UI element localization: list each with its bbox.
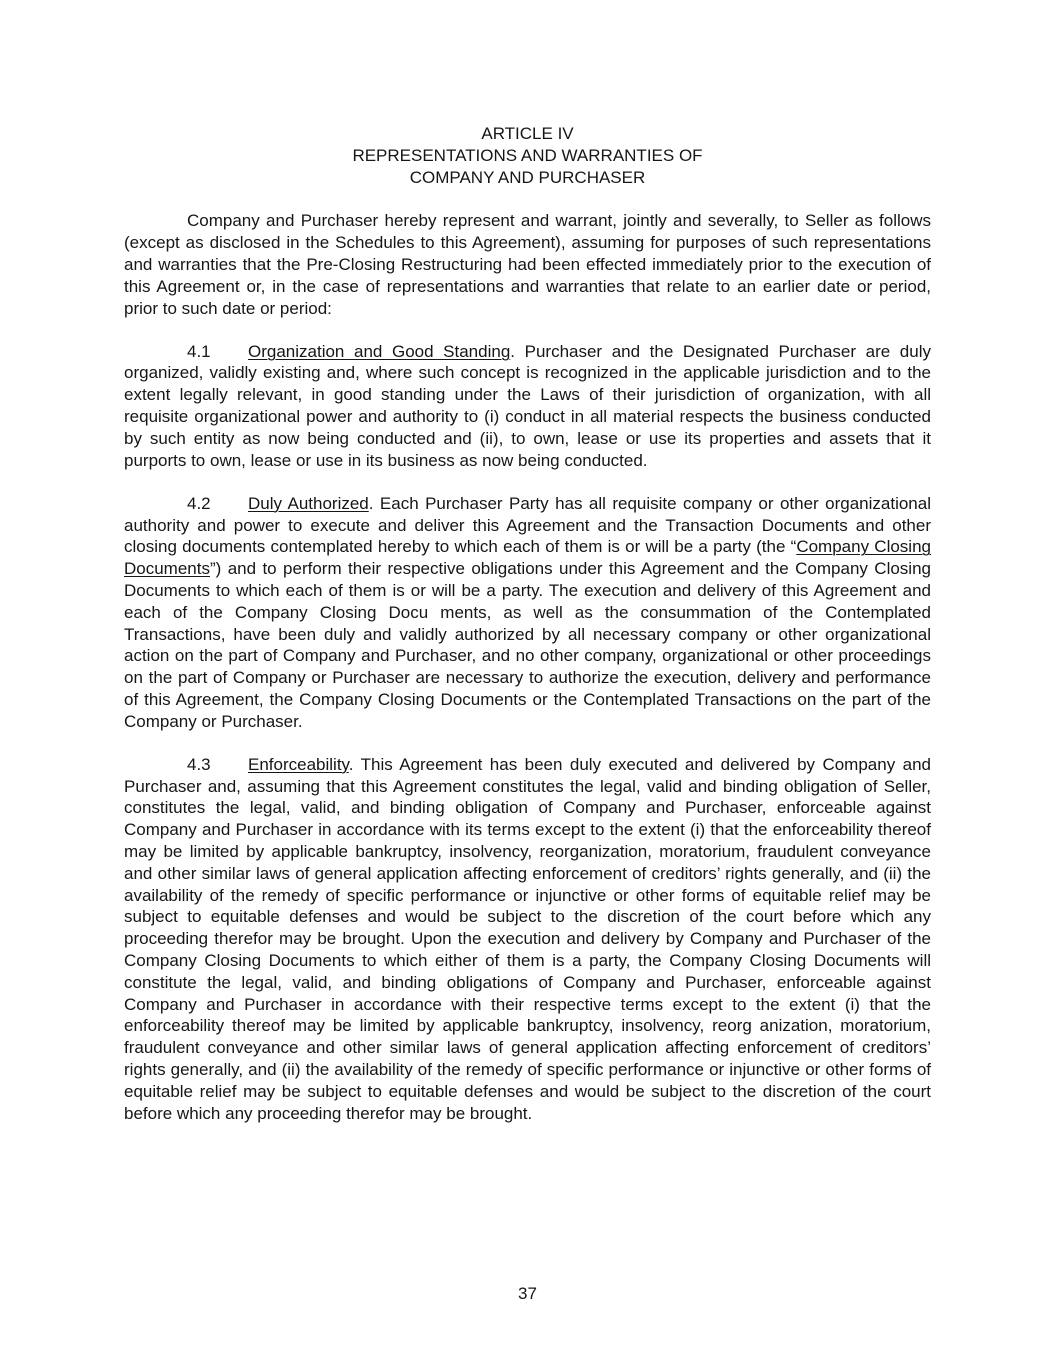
section-title: Enforceability [248, 754, 349, 774]
section-4-3 [124, 754, 931, 1125]
section-4-2 [124, 493, 931, 733]
page-content [124, 123, 931, 1146]
section-title: Duly Authorized [248, 493, 369, 513]
section-number: 4.1 [187, 341, 211, 361]
article-subtitle-line-1: REPRESENTATIONS AND WARRANTIES OF [352, 145, 703, 165]
article-intro-paragraph: Company and Purchaser hereby represent and warrant, jointly and severally, to Seller as follows (except as disclosed in the Schedules to this Agreement), assuming for purposes of such representations and warranties that the Pre-Closing Restructuring had been effected immediately prior to the execution of this Agreement or, in the case of representations and warranties that relate to an earlier date or period, prior to such date or period: [124, 211, 931, 318]
section-4-1 [124, 341, 931, 472]
section-body-part-2: ”) and to perform their respective obligations under this Agreement and the Company Closing Documents to which each of them is or will be a party. The execution and delivery of this Agreement and each of the Company Closing Docu ments, as well as the consummation of the Contemplated Transactions, have been duly and validly authorized by all necessary company or other organizational action on the part of Company and Purchaser, and no other company, organizational or other proceedings on the part of Company or Purchaser are necessary to authorize the execution, delivery and performance of this Agreement, the Company Closing Documents or the Contemplated Transactions on the part of the Company or Purchaser. [124, 559, 931, 731]
article-heading [124, 123, 931, 188]
defined-term: Company Closing Documents [124, 537, 931, 579]
section-number: 4.2 [187, 493, 211, 513]
page-number: 37 [518, 1284, 537, 1303]
section-number: 4.3 [187, 754, 211, 774]
section-body: . This Agreement has been duly executed and delivered by Company and Purchaser and, assuming that this Agreement constitutes the legal, valid and binding obligation of Seller, constitutes the legal, valid, and binding obligation of Company and Purchaser, enforceable against Company and Purchaser in accordance with its terms except to the extent (i) that the enforceability thereof may be limited by applicable bankruptcy, insolvency, reorganization, moratorium, fraudulent conveyance and other similar laws of general application affecting enforcement of creditors’ rights generally, and (ii) the availability of the remedy of specific performance or injunctive or other forms of equitable relief may be subject to equitable defenses and would be subject to the discretion of the court before which any proceeding therefor may be brought. Upon the execution and delivery by Company and Purchaser of the Company Closing Documents to which either of them is a party, the Company Closing Documents will constitute the legal, valid, and binding obligations of Company and Purchaser, enforceable against Company and Purchaser in accordance with their respective terms except to the extent (i) that the enforceability thereof may be limited by applicable bankruptcy, insolvency, reorg anization, moratorium, fraudulent conveyance and other similar laws of general application affecting enforcement of creditors’ rights generally, and (ii) the availability of the remedy of specific performance or injunctive or other forms of equitable relief may be subject to equitable defenses and would be subject to the discretion of the court before which any proceeding therefor may be brought. [124, 754, 931, 1123]
article-subtitle-line-2: COMPANY AND PURCHASER [409, 167, 646, 187]
section-body: . Purchaser and the Designated Purchaser are duly organized, validly existing and, where such concept is recognized in the applicable jurisdiction and to the extent legally relevant, in good standing under the Laws of their jurisdiction of organization, with all requisite organizational power and authority to (i) conduct in all material respects the business conducted by such entity as now being conducted and (ii), to own, lease or use its properties and assets that it purports to own, lease or use in its business as now being conducted. [124, 341, 931, 470]
article-title: ARTICLE IV [481, 124, 574, 143]
section-title: Organization and Good Standing [248, 341, 511, 361]
section-body-part-1: . Each Purchaser Party has all requisite company or other organizational authority and power to execute and deliver this Agreement and the Transaction Documents and other closing documents contemplated hereby to which each of them is or will be a party (the “ [124, 493, 931, 557]
